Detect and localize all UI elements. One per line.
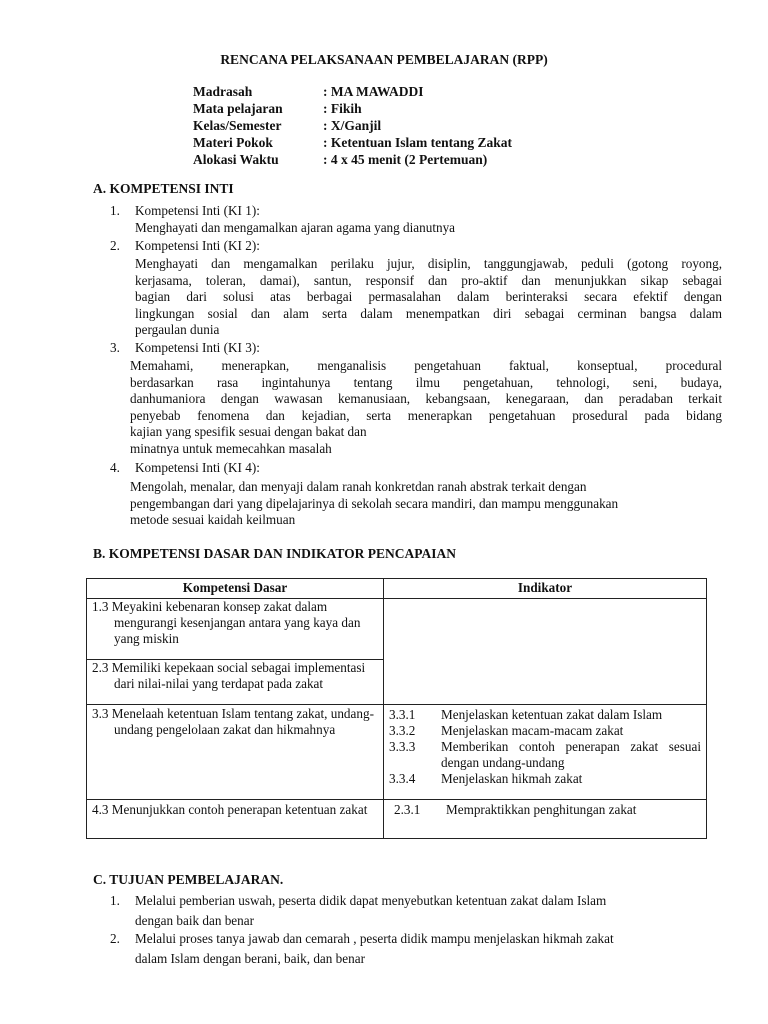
- table-row: [87, 800, 707, 839]
- section-c-heading: C. TUJUAN PEMBELAJARAN.: [93, 872, 284, 887]
- table-row: [87, 705, 707, 800]
- goal-item-2: 2. Melalui proses tanya jawab dan cemarah , peserta didik mampu menjelaskan hikmah zakat dalam Islam dengan berani, baik, dan benar: [110, 931, 614, 966]
- indikator-item: 3.3.2 Menjelaskan macam-macam zakat: [389, 723, 624, 738]
- goal-item-1: 1. Melalui pemberian uswah, peserta didik dapat menyebutkan ketentuan zakat dalam Islam dengan baik dan benar: [110, 893, 607, 928]
- indikator-item: 3.3.4 Menjelaskan hikmah zakat: [389, 771, 583, 786]
- column-header-indikator: Indikator: [384, 579, 707, 599]
- ki-4-text: Mengolah, menalar, dan menyaji dalam ranah konkretdan ranah abstrak terkait dengan pengembangan dari yang dipelajarinya di sekolah secara mandiri, dan mampu menggunakan metode sesuai kaidah keilmuan: [130, 479, 619, 527]
- indikator-item: 3.3.1 Menjelaskan ketentuan zakat dalam Islam: [389, 707, 663, 722]
- identity-block: [193, 83, 512, 168]
- identity-row: Materi Pokok : Ketentuan Islam tentang Zakat: [193, 135, 513, 150]
- table-header-row: [87, 579, 707, 599]
- identity-row: Alokasi Waktu : 4 x 45 menit (2 Pertemuan): [193, 152, 488, 167]
- section-a-heading: A. KOMPETENSI INTI: [93, 181, 234, 196]
- ki-4-label: 4. Kompetensi Inti (KI 4):: [110, 460, 260, 475]
- kd-cell: 3.3 Menelaah ketentuan Islam tentang zakat, undang-undang pengelolaan zakat dan hikmahnya: [87, 705, 384, 800]
- indikator-item: 2.3.1 Mempraktikkan penghitungan zakat: [394, 802, 637, 817]
- ki-2-label: 2. Kompetensi Inti (KI 2):: [110, 238, 260, 253]
- section-b-heading: B. KOMPETENSI DASAR DAN INDIKATOR PENCAPAIAN: [93, 546, 457, 561]
- indikator-item: 3.3.3 Memberikan contoh penerapan zakat sesuai dengan undang-undang: [389, 739, 701, 770]
- ki-2-text: Menghayati dan mengamalkan perilaku jujur, disiplin, tanggungjawab, peduli (gotong royong, kerjasama, toleran, damai), santun, responsif dan pro-aktif dan menunjukkan sikap sebagai bagian dari solusi atas berbagai permasalahan dalam berinteraksi secara efektif dengan lingkungan sosial dan alam serta dalam menempatkan diri sebagai cerminan bangsa dalam pergaulan dunia: [135, 256, 722, 337]
- indikator-cell: [384, 705, 707, 800]
- ki-1-text: Menghayati dan mengamalkan ajaran agama yang dianutnya: [135, 220, 456, 235]
- kd-cell: 4.3 Menunjukkan contoh penerapan ketentuan zakat: [87, 800, 384, 839]
- ki-3-text: Memahami, menerapkan, menganalisis pengetahuan faktual, konseptual, procedural berdasarkan rasa ingintahunya tentang ilmu pengetahuan, tehnologi, seni, budaya, danhumaniora dengan wawasan kemanusiaan, kebangsaan, kenegaraan, dan peradaban terkait penyebab fenomena dan kejadian, serta menerapkan pengetahuan prosedural pada bidang kajian yang spesifik sesuai dengan bakat dan minatnya untuk memecahkan masalah: [130, 358, 722, 456]
- identity-row: Madrasah : MA MAWADDI: [193, 84, 424, 99]
- indikator-cell: [384, 800, 707, 839]
- ki-3-label: 3. Kompetensi Inti (KI 3):: [110, 340, 260, 355]
- column-header-kd: Kompetensi Dasar: [87, 579, 384, 599]
- indikator-cell-empty: [384, 599, 707, 705]
- competency-table: [86, 578, 707, 839]
- identity-row: Mata pelajaran : Fikih: [193, 101, 362, 116]
- kd-cell: 1.3 Meyakini kebenaran konsep zakat dalam mengurangi kesenjangan antara yang kaya dan yang miskin: [87, 599, 384, 660]
- document-title: RENCANA PELAKSANAAN PEMBELAJARAN (RPP): [220, 52, 548, 67]
- identity-row: Kelas/Semester : X/Ganjil: [193, 118, 382, 133]
- kd-cell: 2.3 Memiliki kepekaan social sebagai implementasi dari nilai-nilai yang terdapat pada zakat: [87, 660, 384, 705]
- ki-1-label: 1. Kompetensi Inti (KI 1):: [110, 203, 260, 218]
- table-row: [87, 599, 707, 660]
